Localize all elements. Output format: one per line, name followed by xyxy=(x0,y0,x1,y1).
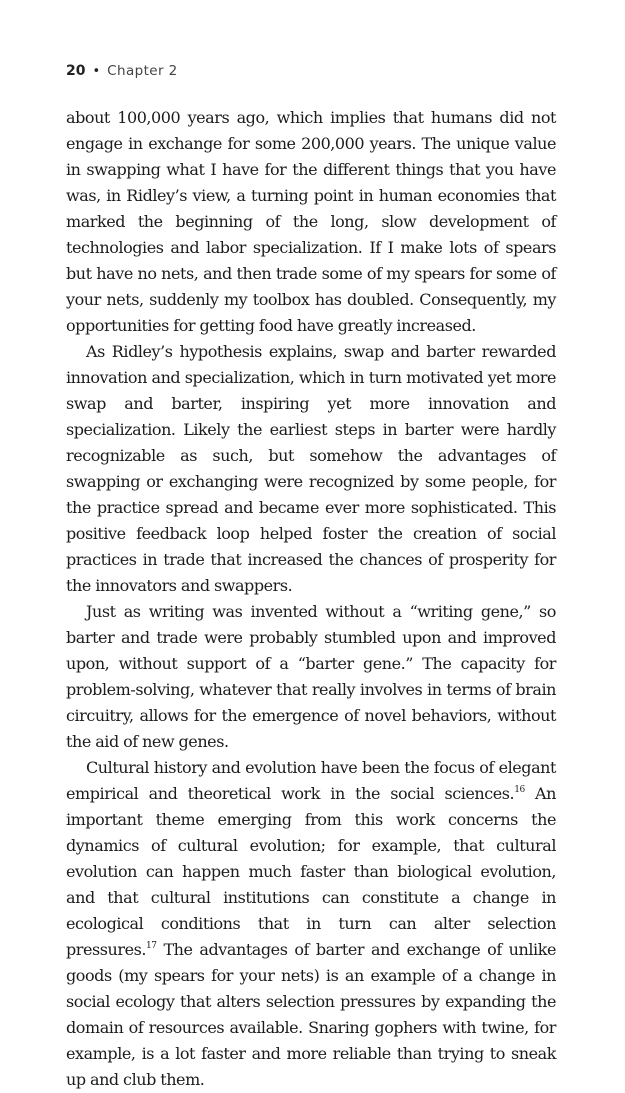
footnote-ref-16: 16 xyxy=(514,785,525,795)
paragraph-4-text-1: Cultural history and evolution have been the focus of elegant empirical and theoretical work in the social sciences. xyxy=(66,758,556,803)
paragraph-4-text-3: The advantages of barter and exchange of unlike goods (my spears for your nets) is an example of a change in social ecology that alters selection pressures by expanding the domain of resources available. Snaring gophers with twine, for example, is a lot faster and more reliable than trying to sneak up and club them. xyxy=(66,940,556,1089)
paragraph-4-text-2: An important theme emerging from this work concerns the dynamics of cultural evolution; for example, that cultural evolution can happen much faster than biological evolution, and that cultural institutions can constitute a change in ecological conditions that in turn can alter selection pressures. xyxy=(66,784,557,959)
footnote-ref-17: 17 xyxy=(146,941,157,951)
book-page xyxy=(66,58,556,1093)
running-head xyxy=(66,58,556,84)
paragraph-4 xyxy=(66,755,556,1093)
paragraph-1: about 100,000 years ago, which implies that humans did not engage in exchange for some 200,000 years. The unique value in swapping what I have for the different things that you have was, in Ridley’s view, a turning point in human economies that marked the beginning of the long, slow development of technologies and labor specialization. If I make lots of spears but have no nets, and then trade some of my spears for some of your nets, suddenly my toolbox has doubled. Consequently, my opportunities for getting food have greatly increased. xyxy=(66,108,556,335)
chapter-label: Chapter 2 xyxy=(107,63,178,79)
separator-bullet: • xyxy=(92,64,101,79)
paragraph-2: As Ridley’s hypothesis explains, swap and barter rewarded innovation and specialization, which in turn motivated yet more swap and barter, inspiring yet more innovation and specialization. Likely the earliest steps in barter were hardly recognizable as such, but somehow the advantages of swapping or exchanging were recognized by some people, for the practice spread and became ever more sophisticated. This positive feedback loop helped foster the creation of social practices in trade that increased the chances of prosperity for the innovators and swappers. xyxy=(66,342,556,595)
body-text xyxy=(66,105,556,1093)
paragraph-3: Just as writing was invented without a “writing gene,” so barter and trade were probably stumbled upon and improved upon, without support of a “barter gene.” The capacity for problem-solving, whatever that really involves in terms of brain circuitry, allows for the emergence of novel behaviors, without the aid of new genes. xyxy=(66,602,556,751)
page-number: 20 xyxy=(66,63,86,79)
